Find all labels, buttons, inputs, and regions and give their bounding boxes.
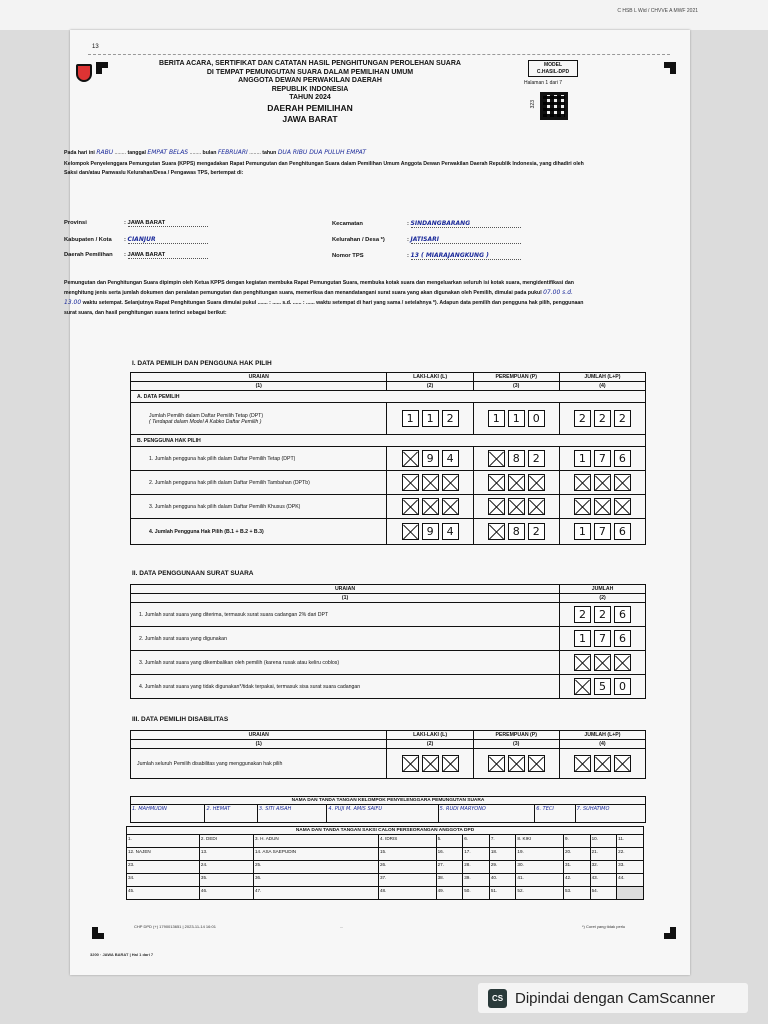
digit-box: 8 — [508, 523, 525, 540]
table-row — [131, 603, 646, 627]
saksi-row — [127, 887, 644, 900]
digit-box — [574, 498, 591, 515]
digit-box — [402, 498, 419, 515]
table-row — [131, 627, 646, 651]
kpu-logo — [76, 64, 92, 82]
digit-box: 1 — [574, 630, 591, 647]
digit-box — [574, 474, 591, 491]
disability-table — [130, 730, 646, 779]
saksi-cell: 40. — [489, 874, 516, 887]
row-label-text: Jumlah Pemilih dalam Daftar Pemilih Tetap (DPT) — [149, 412, 264, 419]
saksi-cell: 16. — [436, 848, 463, 861]
saksi-cell: 34. — [127, 874, 200, 887]
col-header: JUMLAH (L+P) — [559, 731, 645, 740]
digit-box — [488, 498, 505, 515]
digit-box — [402, 523, 419, 540]
saksi-row — [127, 848, 644, 861]
digit-box — [594, 474, 611, 491]
col-number: (2) — [387, 382, 473, 391]
digit-box — [488, 474, 505, 491]
digit-boxes — [474, 474, 559, 491]
row-label: Jumlah seluruh Pemilih disabilitas yang menggunakan hak pilih — [131, 749, 387, 779]
col-number: (2) — [387, 740, 473, 749]
section-2-title: II. DATA PENGGUNAAN SURAT SUARA — [132, 570, 254, 577]
label: Daerah Pemilihan — [64, 252, 113, 258]
table-row — [131, 675, 646, 699]
saksi-cell: 33. — [617, 861, 644, 874]
saksi-sign-title: NAMA DAN TANDA TANGAN SAKSI CALON PERSEORANGAN ANGGOTA DPD — [127, 827, 644, 835]
kpps-member: 4. PUJI M. AMIS SAIFU — [327, 805, 438, 823]
table-row — [131, 749, 646, 779]
procedure-paragraph — [64, 278, 586, 318]
digit-box — [508, 474, 525, 491]
digit-box: 8 — [508, 450, 525, 467]
value: JAWA BARAT — [128, 220, 208, 227]
digit-box — [402, 755, 419, 772]
digit-box — [594, 498, 611, 515]
value: JATISARI — [411, 236, 521, 244]
saksi-cell: 47. — [254, 887, 379, 900]
camscanner-logo-icon: CS — [488, 989, 507, 1008]
table-row — [131, 651, 646, 675]
label: bulan — [202, 150, 217, 156]
saksi-cell: 26. — [378, 861, 436, 874]
saksi-row — [127, 874, 644, 887]
digit-box — [422, 474, 439, 491]
digit-boxes — [560, 654, 645, 671]
col-number: (4) — [559, 740, 645, 749]
saksi-cell: 15. — [378, 848, 436, 861]
digit-boxes — [560, 523, 645, 540]
saksi-cell: 39. — [463, 874, 490, 887]
saksi-cell: 54. — [590, 887, 617, 900]
digit-box — [528, 755, 545, 772]
value-hari: RABU — [96, 149, 114, 156]
subsection-title: A. DATA PEMILIH — [131, 391, 646, 403]
digit-box: 1 — [488, 410, 505, 427]
value-tanggal: EMPAT BELAS — [147, 149, 189, 156]
saksi-signature-table — [126, 826, 644, 900]
digit-box — [614, 755, 631, 772]
saksi-cell: 19. — [516, 848, 564, 861]
digit-box: 7 — [594, 450, 611, 467]
digit-box: 9 — [422, 523, 439, 540]
saksi-cell: 7. — [489, 835, 516, 848]
header-line: JAWA BARAT — [282, 113, 338, 124]
saksi-cell: 41. — [516, 874, 564, 887]
saksi-cell: 22. — [617, 848, 644, 861]
qr-number: 323 — [530, 100, 536, 109]
col-number: (2) — [560, 594, 646, 603]
footer-mid: ... — [340, 924, 344, 929]
col-header: PEREMPUAN (P) — [473, 731, 559, 740]
subsection-title: B. PENGGUNA HAK PILIH — [131, 435, 646, 447]
saksi-cell: 51. — [489, 887, 516, 900]
digit-boxes — [560, 498, 645, 515]
digit-boxes — [474, 755, 559, 772]
digit-boxes — [560, 450, 645, 467]
saksi-cell: 27. — [436, 861, 463, 874]
value: 13 ( MIARAJANGKUNG ) — [411, 252, 521, 260]
row-label: 2. Jumlah surat suara yang digunakan — [131, 627, 560, 651]
saksi-cell: 14. ASA SAEPUDIN — [254, 848, 379, 861]
saksi-cell: 37. — [378, 874, 436, 887]
digit-box — [614, 654, 631, 671]
saksi-cell: 1. — [127, 835, 200, 848]
kpps-member: 6. TECI — [535, 805, 575, 823]
kpps-member: 5. RUDI MARYONO — [438, 805, 535, 823]
saksi-cell: 10. — [590, 835, 617, 848]
model-box — [528, 60, 578, 77]
digit-box — [574, 678, 591, 695]
label: Nomor TPS — [332, 253, 364, 259]
digit-box: 9 — [422, 450, 439, 467]
label: tanggal — [127, 150, 146, 156]
digit-box: 1 — [574, 523, 591, 540]
field-kabupaten: Kabupaten / Kota : CIANJUR — [64, 236, 208, 244]
saksi-cell: 49. — [436, 887, 463, 900]
saksi-cell: 35. — [199, 874, 253, 887]
header-line: BERITA ACARA, SERTIFIKAT DAN CATATAN HASIL PENGHITUNGAN PEROLEHAN SUARA — [159, 60, 461, 67]
ballot-usage-table — [130, 584, 646, 699]
footer-page: 3200 · JAWA BARAT | Hal 1 dari 7 — [90, 952, 154, 957]
digit-boxes — [560, 755, 645, 772]
table-row — [131, 471, 646, 495]
saksi-cell: 53. — [563, 887, 590, 900]
col-header: JUMLAH — [560, 585, 646, 594]
saksi-cell: 46. — [199, 887, 253, 900]
digit-box: 1 — [508, 410, 525, 427]
digit-box — [614, 474, 631, 491]
col-header: JUMLAH (L+P) — [559, 373, 645, 382]
label: Kelurahan / Desa *) — [332, 237, 385, 243]
saksi-cell: 38. — [436, 874, 463, 887]
digit-box — [422, 498, 439, 515]
saksi-cell: 18. — [489, 848, 516, 861]
col-number: (3) — [473, 382, 559, 391]
corner-mark — [96, 62, 108, 74]
page-marker: 13 — [92, 44, 99, 50]
digit-box — [614, 498, 631, 515]
digit-box: 6 — [614, 450, 631, 467]
row-label — [131, 403, 387, 435]
field-kelurahan: Kelurahan / Desa *) : JATISARI — [332, 236, 521, 244]
opening-line: Pada hari ini RABU ........ tanggal EMPAT BELAS ........ bulan FEBRUARI ........ tahun DUA RIBU DUA PULUH EMPAT — [64, 149, 366, 156]
value: JAWA BARAT — [128, 252, 208, 259]
saksi-cell: 50. — [463, 887, 490, 900]
saksi-cell: 45. — [127, 887, 200, 900]
digit-box: 6 — [614, 523, 631, 540]
corner-mark — [664, 62, 676, 74]
saksi-cell: 30. — [516, 861, 564, 874]
table-row — [131, 519, 646, 545]
digit-box — [488, 523, 505, 540]
digit-box: 0 — [614, 678, 631, 695]
digit-box: 2 — [594, 606, 611, 623]
col-number: (4) — [559, 382, 645, 391]
kpps-member: 7. SUHATIMO — [575, 805, 645, 823]
camscanner-watermark — [478, 983, 748, 1013]
scan-stamp: C HSB L Wid / CHVVE A MWF 2021 — [617, 8, 698, 14]
digit-box: 6 — [614, 630, 631, 647]
qr-code-icon — [540, 92, 568, 120]
saksi-cell: 4. IDRIS — [378, 835, 436, 848]
saksi-cell — [617, 887, 644, 900]
saksi-cell: 9. — [563, 835, 590, 848]
saksi-cell: 5. — [436, 835, 463, 848]
digit-box — [422, 755, 439, 772]
digit-boxes — [560, 678, 645, 695]
table-row — [131, 447, 646, 471]
digit-box — [402, 450, 419, 467]
digit-boxes — [387, 450, 472, 467]
digit-box: 4 — [442, 450, 459, 467]
saksi-cell: 2. DEDI — [199, 835, 253, 848]
kpps-member: 2. HEMAT — [205, 805, 257, 823]
saksi-cell: 44. — [617, 874, 644, 887]
col-header: URAIAN — [131, 373, 387, 382]
digit-boxes — [474, 410, 559, 427]
saksi-cell: 52. — [516, 887, 564, 900]
digit-box — [488, 755, 505, 772]
saksi-cell: 29. — [489, 861, 516, 874]
digit-box — [442, 498, 459, 515]
procedure-text: Selanjutnya Rapat Penghitungan Suara dimulai pukul ....... : ...... s.d. ...... : ...... waktu setempat di hari yang sama / setelahnya *). Adapun data pemilih dan pengguna hak pilih, penggunaan surat suara, dan hasil penghitungan suara terinci sebagai berikut: — [64, 300, 584, 316]
row-label-sub: ( Terdapat dalam Model A Kabko Daftar Pemilih ) — [149, 418, 262, 425]
model-label: MODEL — [543, 62, 563, 68]
col-number: (1) — [131, 382, 387, 391]
col-header: URAIAN — [131, 731, 387, 740]
value-tahun: DUA RIBU DUA PULUH EMPAT — [277, 149, 366, 156]
digit-box: 2 — [614, 410, 631, 427]
digit-box: 2 — [574, 606, 591, 623]
saksi-cell: 20. — [563, 848, 590, 861]
row-label: 1. Jumlah pengguna hak pilih dalam Daftar Pemilih Tetap (DPT) — [131, 447, 387, 471]
digit-boxes — [474, 523, 559, 540]
value: SINDANGBARANG — [411, 220, 521, 228]
saksi-cell: 23. — [127, 861, 200, 874]
footer-note: *) Coret yang tidak perlu — [582, 924, 626, 929]
digit-boxes — [387, 474, 472, 491]
saksi-cell: 28. — [463, 861, 490, 874]
col-number: (3) — [473, 740, 559, 749]
procedure-text: waktu setempat. — [82, 300, 124, 306]
header-line: ANGGOTA DEWAN PERWAKILAN DAERAH — [238, 77, 382, 84]
saksi-cell: 36. — [254, 874, 379, 887]
corner-mark — [664, 927, 676, 939]
digit-boxes — [560, 474, 645, 491]
digit-boxes — [387, 498, 472, 515]
digit-box: 2 — [528, 450, 545, 467]
digit-box — [488, 450, 505, 467]
field-provinsi: Provinsi : JAWA BARAT — [64, 220, 208, 227]
header-line: DI TEMPAT PEMUNGUTAN SUARA DALAM PEMILIHAN UMUM — [206, 68, 414, 76]
value: CIANJUR — [128, 236, 208, 244]
kpps-member: 3. SITI AISAH — [257, 805, 327, 823]
procedure-text: Pemungutan dan Penghitungan Suara dipimpin oleh Ketua KPPS dengan kegiatan membuka Rapat Pemungutan Suara, membuka kotak suara dan mengeluarkan seluruh isi kotak suara, mengidentifikasi dan menghitung jenis serta jumlah dokumen dan peralatan pemungutan dan penghitungan suara, memeriksa dan menandatangani surat suara yang akan digunakan oleh Pemilih, dimulai pada pukul — [64, 280, 574, 296]
saksi-row — [127, 835, 644, 848]
time-value: 07.00 s.d. 13.00 — [64, 289, 573, 306]
field-dapil: Daerah Pemilihan : JAWA BARAT — [64, 252, 208, 259]
digit-box: 2 — [574, 410, 591, 427]
saksi-cell: 48. — [378, 887, 436, 900]
label: Kabupaten / Kota — [64, 237, 112, 243]
digit-box — [594, 654, 611, 671]
saksi-cell: 42. — [563, 874, 590, 887]
digit-boxes — [560, 606, 645, 623]
row-label: 3. Jumlah pengguna hak pilih dalam Daftar Pemilih Khusus (DPK) — [131, 495, 387, 519]
saksi-row — [127, 861, 644, 874]
section-1-title: I. DATA PEMILIH DAN PENGGUNA HAK PILIH — [132, 360, 272, 367]
digit-box — [442, 755, 459, 772]
saksi-cell: 11. — [617, 835, 644, 848]
saksi-cell: 21. — [590, 848, 617, 861]
row-label: 1. Jumlah surat suara yang diterima, termasuk surat suara cadangan 2% dari DPT — [131, 603, 560, 627]
digit-box — [528, 498, 545, 515]
header-line: DAERAH PEMILIHAN — [267, 102, 353, 113]
camscanner-text: Dipindai dengan CamScanner — [515, 989, 716, 1007]
saksi-cell: 3. H. ADUN — [254, 835, 379, 848]
scan-top-strip — [0, 0, 768, 30]
header-line: REPUBLIK INDONESIA — [271, 85, 349, 93]
kpps-member: 1. MAHMUDIN — [131, 805, 205, 823]
opening-paragraph: Kelompok Penyelenggara Pemungutan Suara (KPPS) mengadakan Rapat Pemungutan dan Penghitungan Suara dalam Pemilihan Umum Anggota Dewan Perwakilan Daerah Republik Indonesia, yang dihadiri oleh Saksi dan/atau Panwaslu Kelurahan/Desa / Pengawas TPS, bertempat di: — [64, 161, 584, 176]
saksi-cell: 43. — [590, 874, 617, 887]
col-header: LAKI-LAKI (L) — [387, 373, 473, 382]
label: tahun — [262, 150, 277, 156]
digit-box: 7 — [594, 523, 611, 540]
digit-box: 1 — [402, 410, 419, 427]
saksi-cell: 25. — [254, 861, 379, 874]
page-count: Halaman 1 dari 7 — [524, 80, 563, 86]
label: Pada hari ini — [64, 150, 95, 156]
saksi-cell: 13. — [199, 848, 253, 861]
digit-box: 2 — [442, 410, 459, 427]
digit-boxes — [387, 755, 472, 772]
digit-box: 4 — [442, 523, 459, 540]
digit-box: 1 — [574, 450, 591, 467]
col-number: (1) — [131, 594, 560, 603]
saksi-cell: 32. — [590, 861, 617, 874]
digit-box: 2 — [594, 410, 611, 427]
digit-boxes — [560, 410, 645, 427]
digit-box: 1 — [422, 410, 439, 427]
col-header: LAKI-LAKI (L) — [387, 731, 473, 740]
row-label: 3. Jumlah surat suara yang dikembalikan oleh pemilih (karena rusak atau keliru coblos) — [131, 651, 560, 675]
digit-boxes — [387, 523, 472, 540]
col-number: (1) — [131, 740, 387, 749]
digit-box — [442, 474, 459, 491]
saksi-cell: 17. — [463, 848, 490, 861]
digit-boxes — [474, 450, 559, 467]
digit-box: 0 — [528, 410, 545, 427]
digit-box — [574, 654, 591, 671]
kpps-sign-title: NAMA DAN TANDA TANGAN KELOMPOK PENYELENGGARA PEMUNGUTAN SUARA — [131, 797, 646, 805]
form-header — [110, 60, 510, 125]
col-header: PEREMPUAN (P) — [473, 373, 559, 382]
digit-box — [402, 474, 419, 491]
section-3-title: III. DATA PEMILIH DISABILITAS — [132, 716, 229, 723]
saksi-cell: 24. — [199, 861, 253, 874]
row-label: 4. Jumlah surat suara yang tidak digunakan*/tidak terpakai, termasuk sisa surat suara cadangan — [131, 675, 560, 699]
label: Provinsi — [64, 220, 87, 226]
digit-box — [508, 755, 525, 772]
header-line: TAHUN 2024 — [289, 94, 331, 101]
saksi-cell: 12. NAJEN — [127, 848, 200, 861]
model-code: C.HASIL-DPD — [536, 69, 570, 75]
corner-mark — [92, 927, 104, 939]
table-row — [131, 403, 646, 435]
value-bulan: FEBRUARI — [217, 149, 248, 156]
digit-box — [528, 474, 545, 491]
field-tps: Nomor TPS : 13 ( MIARAJANGKUNG ) — [332, 252, 521, 260]
digit-box — [508, 498, 525, 515]
col-header: URAIAN — [131, 585, 560, 594]
digit-box: 7 — [594, 630, 611, 647]
kpps-signature-table — [130, 796, 646, 823]
digit-boxes — [474, 498, 559, 515]
field-kecamatan: Kecamatan : SINDANGBARANG — [332, 220, 521, 228]
digit-box: 6 — [614, 606, 631, 623]
digit-boxes — [560, 630, 645, 647]
label: Kecamatan — [332, 221, 363, 227]
cut-line — [88, 54, 670, 55]
digit-box: 5 — [594, 678, 611, 695]
digit-box — [594, 755, 611, 772]
footer-code: CHP DPD (+) 1790013651 | 2023-11-14 16:01 — [134, 924, 216, 929]
digit-box — [574, 755, 591, 772]
saksi-cell: 8. KIKI — [516, 835, 564, 848]
saksi-cell: 6. — [463, 835, 490, 848]
table-row — [131, 495, 646, 519]
row-label: 4. Jumlah Pengguna Hak Pilih (B.1 + B.2 + B.3) — [131, 519, 387, 545]
voter-data-table — [130, 372, 646, 545]
digit-boxes — [387, 410, 472, 427]
row-label: 2. Jumlah pengguna hak pilih dalam Daftar Pemilih Tambahan (DPTb) — [131, 471, 387, 495]
digit-box: 2 — [528, 523, 545, 540]
saksi-cell: 31. — [563, 861, 590, 874]
